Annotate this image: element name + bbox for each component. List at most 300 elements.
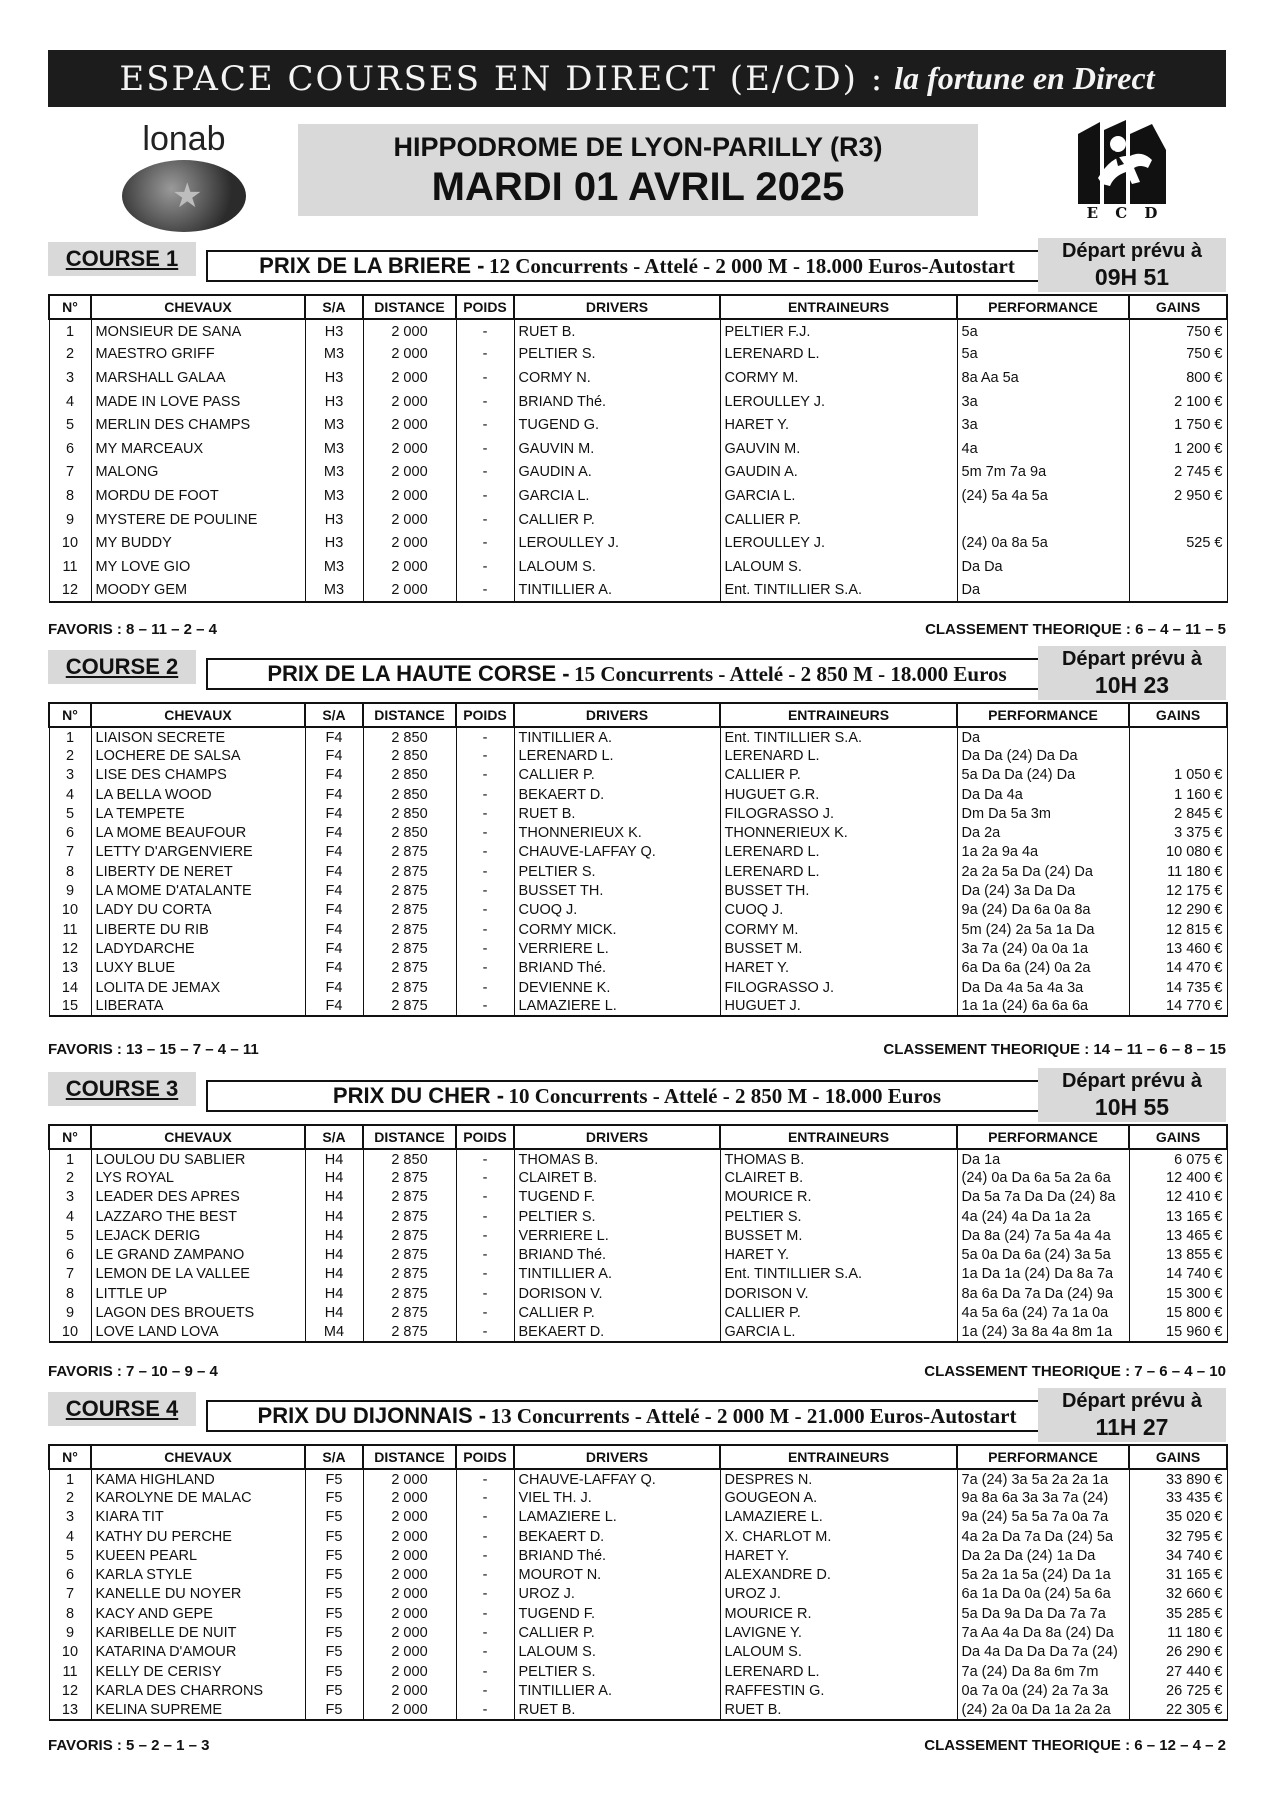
table-header-row [49,295,1227,319]
cell-driver: CORMY N. [514,366,720,390]
cell-gains: 12 400 € [1129,1168,1227,1187]
cell-weight: - [456,939,514,958]
table-row [49,1168,1227,1187]
cell-trainer: GAUVIN M. [720,437,957,461]
cell-performance: Da 5a 7a Da Da (24) 8a [957,1188,1129,1207]
cell-horse: KELLY DE CERISY [91,1662,305,1681]
cell-horse: LAGON DES BROUETS [91,1303,305,1322]
prix-details: 15 Concurrents - Attelé - 2 850 M - 18.000 Euros [574,662,1007,686]
table-row [49,785,1227,804]
cell-distance: 2 875 [363,920,456,939]
cell-gains: 1 160 € [1129,785,1227,804]
cell-weight: - [456,959,514,978]
prix-details: 10 Concurrents - Attelé - 2 850 M - 18.000 Euros [508,1084,942,1108]
cell-sa: F5 [305,1527,363,1546]
runners-table [48,702,1228,1017]
cell-weight: - [456,484,514,508]
ecd-letter-d: D [1144,204,1158,222]
cell-horse: LA MOME D'ATALANTE [91,881,305,900]
cell-driver: CALLIER P. [514,508,720,532]
cell-sa: H3 [305,508,363,532]
cell-sa: M4 [305,1323,363,1342]
ecd-letter-c: C [1115,204,1128,222]
cell-sa: F4 [305,920,363,939]
cell-distance: 2 000 [363,1508,456,1527]
cell-driver: BRIAND Thé. [514,959,720,978]
cell-num: 13 [49,959,91,978]
column-header-performance: PERFORMANCE [957,1445,1129,1469]
cell-trainer: HUGUET J. [720,997,957,1016]
cell-weight: - [456,508,514,532]
cell-trainer: PELTIER F.J. [720,319,957,343]
cell-horse: MOODY GEM [91,579,305,603]
cell-num: 8 [49,862,91,881]
cell-performance: (24) 0a Da 6a 5a 2a 6a [957,1168,1129,1187]
cell-distance: 2 000 [363,461,456,485]
cell-driver: PELTIER S. [514,1207,720,1226]
cell-sa: F4 [305,785,363,804]
cell-distance: 2 000 [363,366,456,390]
cell-num: 3 [49,1508,91,1527]
cell-gains [1129,508,1227,532]
cell-distance: 2 850 [363,823,456,842]
cell-num: 10 [49,531,91,555]
cell-sa: H4 [305,1303,363,1322]
cell-num: 9 [49,1303,91,1322]
prix-details: 12 Concurrents - Attelé - 2 000 M - 18.000 Euros-Autostart [488,254,1015,278]
cell-num: 13 [49,1701,91,1720]
table-header-row [49,1125,1227,1149]
cell-driver: CALLIER P. [514,1303,720,1322]
cell-weight: - [456,997,514,1016]
cell-weight: - [456,555,514,579]
cell-performance: Da [957,727,1129,746]
depart-time: 09H 51 [1094,264,1170,290]
cell-sa: F5 [305,1565,363,1584]
cell-horse: KARIBELLE DE NUIT [91,1623,305,1642]
cell-gains: 27 440 € [1129,1662,1227,1681]
cell-performance: 8a Aa 5a [957,366,1129,390]
cell-num: 8 [49,484,91,508]
cell-gains: 750 € [1129,319,1227,343]
cell-num: 1 [49,1149,91,1168]
cell-performance: 4a [957,437,1129,461]
cell-weight: - [456,1303,514,1322]
cell-trainer: HARET Y. [720,959,957,978]
cell-horse: LOCHERE DE SALSA [91,746,305,765]
cell-distance: 2 875 [363,959,456,978]
cell-sa: H4 [305,1284,363,1303]
cell-num: 2 [49,1168,91,1187]
cell-trainer: CUOQ J. [720,901,957,920]
cell-performance: 7a Aa 4a Da 8a (24) Da [957,1623,1129,1642]
cell-sa: F4 [305,978,363,997]
cell-performance: Da 1a [957,1149,1129,1168]
cell-performance: 5m (24) 2a 5a 1a Da [957,920,1129,939]
cell-performance: Da Da 4a 5a 4a 3a [957,978,1129,997]
column-header-num: N° [49,295,91,319]
cell-performance [957,508,1129,532]
cell-performance: Da Da (24) Da Da [957,746,1129,765]
cell-sa: F4 [305,727,363,746]
cell-gains [1129,579,1227,603]
cell-distance: 2 000 [363,1623,456,1642]
cell-performance: (24) 2a 0a Da 1a 2a 2a [957,1701,1129,1720]
cell-driver: GAUDIN A. [514,461,720,485]
cell-horse: LAZZARO THE BEST [91,1207,305,1226]
cell-distance: 2 875 [363,1265,456,1284]
horse-icon [1078,120,1166,204]
cell-weight: - [456,1188,514,1207]
cell-horse: KATHY DU PERCHE [91,1527,305,1546]
table-row [49,413,1227,437]
cell-performance: (24) 5a 4a 5a [957,484,1129,508]
lonab-logo-text: lonab [142,120,226,158]
cell-driver: LERENARD L. [514,746,720,765]
cell-weight: - [456,862,514,881]
cell-sa: H4 [305,1149,363,1168]
cell-horse: LA TEMPETE [91,804,305,823]
table-row [49,1488,1227,1507]
cell-performance: Da Da [957,555,1129,579]
cell-horse: LE GRAND ZAMPANO [91,1245,305,1264]
prix-title-box [206,658,1068,690]
cell-trainer: CLAIRET B. [720,1168,957,1187]
cell-gains: 2 950 € [1129,484,1227,508]
cell-trainer: ALEXANDRE D. [720,1565,957,1584]
cell-horse: LEMON DE LA VALLEE [91,1265,305,1284]
classement-theorique: CLASSEMENT THEORIQUE : 6 – 12 – 4 – 2 [924,1737,1226,1754]
cell-gains: 13 165 € [1129,1207,1227,1226]
column-header-performance: PERFORMANCE [957,703,1129,727]
cell-weight: - [456,531,514,555]
cell-performance: 4a 5a 6a (24) 7a 1a 0a [957,1303,1129,1322]
cell-driver: VIEL TH. J. [514,1488,720,1507]
cell-horse: LADYDARCHE [91,939,305,958]
cell-distance: 2 875 [363,978,456,997]
table-row [49,1585,1227,1604]
favoris: FAVORIS : 5 – 2 – 1 – 3 [48,1737,210,1754]
cell-distance: 2 000 [363,1701,456,1720]
cell-trainer: HARET Y. [720,1245,957,1264]
cell-performance: 5a Da Da (24) Da [957,766,1129,785]
cell-weight: - [456,1643,514,1662]
cell-trainer: DORISON V. [720,1284,957,1303]
cell-distance: 2 000 [363,1469,456,1488]
cell-num: 5 [49,1226,91,1245]
runners-table [48,1124,1228,1343]
cell-weight: - [456,437,514,461]
cell-sa: H3 [305,366,363,390]
cell-num: 12 [49,939,91,958]
cell-sa: H4 [305,1245,363,1264]
cell-weight: - [456,1701,514,1720]
cell-driver: UROZ J. [514,1585,720,1604]
column-header-sa: S/A [305,295,363,319]
cell-trainer: GARCIA L. [720,484,957,508]
header-banner [48,50,1226,107]
cell-horse: MAESTRO GRIFF [91,343,305,367]
cell-driver: PELTIER S. [514,1662,720,1681]
column-header-trainer: ENTRAINEURS [720,295,957,319]
cell-performance: Dm Da 5a 3m [957,804,1129,823]
cell-sa: M3 [305,484,363,508]
cell-driver: CLAIRET B. [514,1168,720,1187]
column-header-weight: POIDS [456,295,514,319]
cell-num: 4 [49,1207,91,1226]
cell-weight: - [456,1527,514,1546]
cell-distance: 2 000 [363,531,456,555]
cell-trainer: CORMY M. [720,366,957,390]
banner-title: ESPACE COURSES EN DIRECT (E/CD) : [119,58,885,99]
column-header-weight: POIDS [456,703,514,727]
cell-performance: 6a 1a Da 0a (24) 5a 6a [957,1585,1129,1604]
cell-weight: - [456,1226,514,1245]
prix-details: 13 Concurrents - Attelé - 2 000 M - 21.000 Euros-Autostart [490,1404,1017,1428]
cell-driver: THOMAS B. [514,1149,720,1168]
cell-horse: KIARA TIT [91,1508,305,1527]
cell-num: 7 [49,843,91,862]
cell-trainer: BUSSET M. [720,1226,957,1245]
cell-driver: BRIAND Thé. [514,390,720,414]
column-header-distance: DISTANCE [363,295,456,319]
cell-weight: - [456,343,514,367]
cell-num: 4 [49,785,91,804]
cell-gains [1129,555,1227,579]
depart-box [1038,646,1226,700]
cell-driver: CORMY MICK. [514,920,720,939]
cell-trainer: X. CHARLOT M. [720,1527,957,1546]
favoris: FAVORIS : 13 – 15 – 7 – 4 – 11 [48,1041,259,1058]
table-row [49,319,1227,343]
cell-weight: - [456,1168,514,1187]
cell-performance: 6a Da 6a (24) 0a 2a [957,959,1129,978]
cell-trainer: LAVIGNE Y. [720,1623,957,1642]
cell-performance: 9a (24) 5a 5a 7a 0a 7a [957,1508,1129,1527]
cell-num: 3 [49,366,91,390]
cell-trainer: GAUDIN A. [720,461,957,485]
cell-driver: RUET B. [514,804,720,823]
cell-performance: 1a (24) 3a 8a 4a 8m 1a [957,1323,1129,1342]
table-row [49,959,1227,978]
cell-weight: - [456,1508,514,1527]
cell-weight: - [456,319,514,343]
cell-num: 8 [49,1284,91,1303]
cell-driver: RUET B. [514,1701,720,1720]
cell-distance: 2 875 [363,1168,456,1187]
cell-sa: F5 [305,1604,363,1623]
cell-weight: - [456,1662,514,1681]
cell-trainer: LALOUM S. [720,555,957,579]
cell-num: 12 [49,579,91,603]
table-row [49,1508,1227,1527]
cell-gains: 14 470 € [1129,959,1227,978]
cell-weight: - [456,390,514,414]
cell-weight: - [456,746,514,765]
cell-performance: Da (24) 3a Da Da [957,881,1129,900]
cell-horse: LOVE LAND LOVA [91,1323,305,1342]
cell-gains: 525 € [1129,531,1227,555]
table-row [49,939,1227,958]
column-header-driver: DRIVERS [514,1125,720,1149]
cell-gains: 12 815 € [1129,920,1227,939]
cell-gains: 12 290 € [1129,901,1227,920]
cell-trainer: UROZ J. [720,1585,957,1604]
cell-gains: 12 175 € [1129,881,1227,900]
depart-time: 10H 23 [1094,672,1170,698]
cell-performance: Da 2a Da (24) 1a Da [957,1546,1129,1565]
cell-horse: LISE DES CHAMPS [91,766,305,785]
cell-distance: 2 000 [363,1643,456,1662]
table-row [49,978,1227,997]
course-label: COURSE 4 [48,1392,196,1426]
cell-trainer: Ent. TINTILLIER S.A. [720,727,957,746]
cell-horse: LIBERTE DU RIB [91,920,305,939]
cell-sa: M3 [305,343,363,367]
cell-distance: 2 875 [363,1188,456,1207]
cell-distance: 2 875 [363,862,456,881]
cell-gains: 1 200 € [1129,437,1227,461]
table-row [49,727,1227,746]
table-row [49,437,1227,461]
cell-performance: Da 8a (24) 7a 5a 4a 4a [957,1226,1129,1245]
cell-weight: - [456,920,514,939]
cell-sa: F4 [305,997,363,1016]
cell-weight: - [456,1565,514,1584]
cell-trainer: LEROULLEY J. [720,390,957,414]
cell-trainer: THOMAS B. [720,1149,957,1168]
cell-horse: MONSIEUR DE SANA [91,319,305,343]
cell-weight: - [456,1604,514,1623]
cell-gains: 11 180 € [1129,862,1227,881]
cell-trainer: GOUGEON A. [720,1488,957,1507]
cell-num: 9 [49,508,91,532]
cell-sa: M3 [305,437,363,461]
table-row [49,461,1227,485]
cell-driver: TUGEND G. [514,413,720,437]
cell-gains: 2 745 € [1129,461,1227,485]
cell-distance: 2 000 [363,1585,456,1604]
cell-performance: 3a 7a (24) 0a 0a 1a [957,939,1129,958]
cell-performance: 4a (24) 4a Da 1a 2a [957,1207,1129,1226]
cell-horse: KAROLYNE DE MALAC [91,1488,305,1507]
cell-weight: - [456,1546,514,1565]
cell-sa: H4 [305,1207,363,1226]
cell-weight: - [456,1488,514,1507]
cell-weight: - [456,1681,514,1700]
cell-trainer: DESPRES N. [720,1469,957,1488]
ecd-logo [1078,120,1166,228]
cell-gains: 26 290 € [1129,1643,1227,1662]
cell-performance: 9a (24) Da 6a 0a 8a [957,901,1129,920]
cell-driver: TUGEND F. [514,1604,720,1623]
depart-box [1038,238,1226,292]
cell-trainer: HARET Y. [720,413,957,437]
cell-driver: THONNERIEUX K. [514,823,720,842]
table-row [49,1469,1227,1488]
favoris: FAVORIS : 8 – 11 – 2 – 4 [48,621,217,638]
cell-num: 8 [49,1604,91,1623]
cell-gains: 6 075 € [1129,1149,1227,1168]
cell-driver: VERRIERE L. [514,939,720,958]
lonab-logo [118,120,250,232]
cell-driver: CUOQ J. [514,901,720,920]
cell-trainer: Ent. TINTILLIER S.A. [720,579,957,603]
column-header-num: N° [49,1125,91,1149]
cell-driver: BEKAERT D. [514,1527,720,1546]
cell-distance: 2 000 [363,413,456,437]
cell-performance: 8a 6a Da 7a Da (24) 9a [957,1284,1129,1303]
prix-title-box [206,1080,1068,1112]
table-row [49,920,1227,939]
cell-num: 7 [49,461,91,485]
cell-distance: 2 875 [363,1284,456,1303]
cell-gains: 13 855 € [1129,1245,1227,1264]
cell-sa: F5 [305,1643,363,1662]
column-header-num: N° [49,1445,91,1469]
column-header-weight: POIDS [456,1125,514,1149]
cell-sa: H4 [305,1188,363,1207]
cell-sa: F5 [305,1585,363,1604]
cell-sa: F5 [305,1508,363,1527]
cell-num: 3 [49,766,91,785]
cell-sa: F5 [305,1488,363,1507]
cell-driver: TINTILLIER A. [514,1681,720,1700]
table-row [49,901,1227,920]
cell-distance: 2 850 [363,785,456,804]
cell-performance: 5a [957,343,1129,367]
cell-performance: 4a 2a Da 7a Da (24) 5a [957,1527,1129,1546]
cell-weight: - [456,366,514,390]
cell-num: 9 [49,1623,91,1642]
table-row [49,555,1227,579]
cell-trainer: LERENARD L. [720,862,957,881]
cell-trainer: THONNERIEUX K. [720,823,957,842]
table-row [49,1188,1227,1207]
cell-weight: - [456,901,514,920]
cell-gains: 10 080 € [1129,843,1227,862]
cell-horse: LEADER DES APRES [91,1188,305,1207]
cell-performance: Da Da 4a [957,785,1129,804]
cell-trainer: HUGUET G.R. [720,785,957,804]
cell-sa: F4 [305,959,363,978]
cell-trainer: FILOGRASSO J. [720,978,957,997]
depart-label: Départ prévu à [1061,1070,1203,1092]
cell-horse: KAMA HIGHLAND [91,1469,305,1488]
cell-gains: 14 735 € [1129,978,1227,997]
cell-performance: 0a 7a 0a (24) 2a 7a 3a [957,1681,1129,1700]
ecd-letter-e: E [1086,204,1099,222]
depart-time: 10H 55 [1094,1094,1170,1120]
cell-weight: - [456,804,514,823]
table-row [49,1265,1227,1284]
cell-num: 1 [49,1469,91,1488]
cell-weight: - [456,785,514,804]
table-row [49,1623,1227,1642]
cell-trainer: CALLIER P. [720,1303,957,1322]
table-row [49,823,1227,842]
cell-driver: DEVIENNE K. [514,978,720,997]
column-header-distance: DISTANCE [363,703,456,727]
cell-num: 6 [49,437,91,461]
cell-num: 11 [49,555,91,579]
cell-distance: 2 875 [363,939,456,958]
cell-num: 12 [49,1681,91,1700]
cell-trainer: MOURICE R. [720,1188,957,1207]
column-header-horse: CHEVAUX [91,1445,305,1469]
cell-performance: (24) 0a 8a 5a [957,531,1129,555]
cell-driver: LEROULLEY J. [514,531,720,555]
